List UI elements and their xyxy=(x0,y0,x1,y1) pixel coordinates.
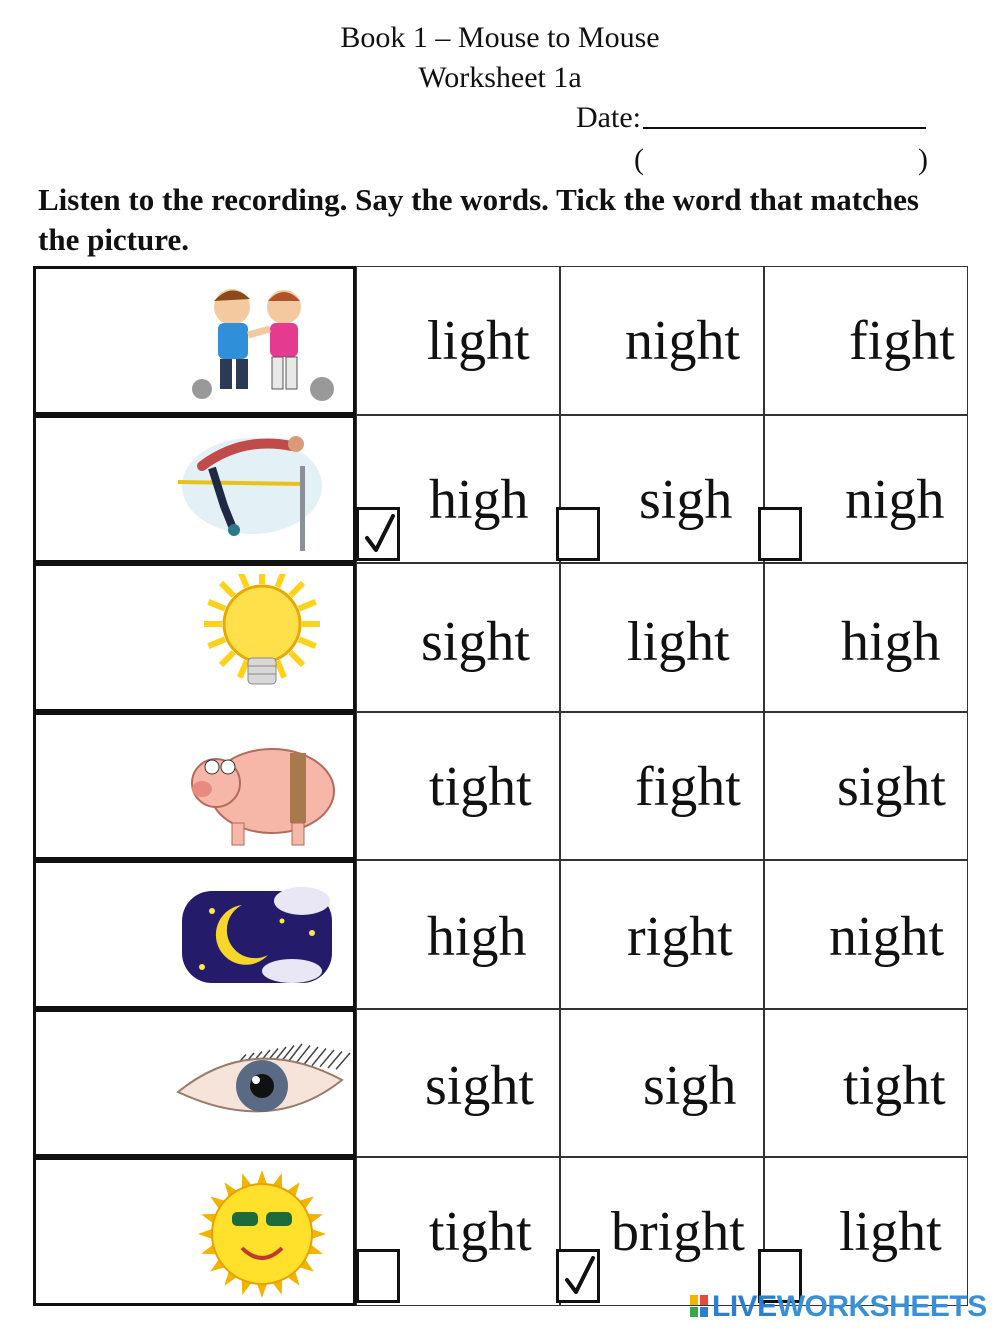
picture-cell xyxy=(33,712,356,861)
picture-cell xyxy=(33,266,356,415)
high-jump-icon xyxy=(172,426,352,556)
date-field[interactable] xyxy=(576,100,926,136)
answer-checkbox[interactable] xyxy=(356,507,400,561)
answer-checkbox[interactable] xyxy=(758,507,802,561)
bright-sun-picture xyxy=(172,1168,352,1303)
checkmark-icon xyxy=(565,1254,595,1298)
date-label: Date: xyxy=(576,101,641,134)
word-cell[interactable] xyxy=(560,712,764,861)
word-cell[interactable] xyxy=(764,860,968,1009)
boys-fighting-icon xyxy=(172,277,352,407)
word-cell[interactable] xyxy=(764,712,968,861)
word-cell[interactable] xyxy=(560,1009,764,1158)
liveworksheets-logo xyxy=(690,1290,987,1324)
logo-text-live: LIVE xyxy=(712,1290,777,1323)
eye-icon xyxy=(172,1020,352,1150)
answer-checkbox[interactable] xyxy=(556,507,600,561)
night-moon-icon xyxy=(172,871,352,1001)
worksheet-title: Book 1 – Mouse to Mouse xyxy=(340,21,660,54)
word-option[interactable]: tight xyxy=(429,755,532,818)
word-cell[interactable] xyxy=(356,712,560,861)
word-option[interactable]: bright xyxy=(611,1201,745,1263)
light-bulb-icon xyxy=(172,574,352,704)
word-cell[interactable] xyxy=(560,563,764,712)
word-option[interactable]: high xyxy=(427,906,527,968)
picture-cell xyxy=(33,415,356,564)
word-option[interactable]: high xyxy=(429,468,529,531)
light-bulb-picture xyxy=(172,574,352,709)
word-option[interactable]: right xyxy=(627,906,733,968)
word-cell[interactable] xyxy=(356,1009,560,1158)
tight-pig-icon xyxy=(172,723,352,853)
word-cell[interactable] xyxy=(764,266,968,415)
word-option[interactable]: fight xyxy=(849,310,955,372)
instructions: Listen to the recording. Say the words. Tick the word that matches the picture. xyxy=(38,182,919,257)
boys-fighting-picture xyxy=(172,277,352,412)
word-option[interactable]: light xyxy=(839,1201,942,1263)
word-option[interactable]: tight xyxy=(843,1054,946,1117)
picture-cell xyxy=(33,1157,356,1306)
word-cell[interactable] xyxy=(560,266,764,415)
paren-open: ( xyxy=(634,143,644,176)
word-option[interactable]: sight xyxy=(837,755,946,818)
paren-close: ) xyxy=(918,143,928,176)
high-jump-picture xyxy=(172,426,352,561)
word-option[interactable]: high xyxy=(841,611,941,673)
word-cell[interactable] xyxy=(560,860,764,1009)
word-option[interactable]: sigh xyxy=(639,468,733,531)
date-line[interactable] xyxy=(643,101,926,129)
word-option[interactable]: sight xyxy=(425,1054,534,1117)
word-option[interactable]: tight xyxy=(429,1201,532,1263)
word-option[interactable]: night xyxy=(625,310,741,372)
word-option[interactable]: sight xyxy=(421,611,530,673)
night-moon-picture xyxy=(172,871,352,1006)
word-cell[interactable] xyxy=(356,266,560,415)
word-cell[interactable] xyxy=(356,563,560,712)
picture-cell xyxy=(33,1009,356,1158)
answer-checkbox[interactable] xyxy=(556,1249,600,1303)
answer-checkbox[interactable] xyxy=(356,1249,400,1303)
word-option[interactable]: night xyxy=(829,906,945,968)
worksheet-subtitle: Worksheet 1a xyxy=(418,61,582,94)
picture-cell xyxy=(33,860,356,1009)
bright-sun-icon xyxy=(172,1168,352,1298)
word-cell[interactable] xyxy=(356,860,560,1009)
logo-icon xyxy=(690,1293,708,1319)
word-cell[interactable] xyxy=(764,563,968,712)
tight-pig-picture xyxy=(172,723,352,858)
word-option[interactable]: light xyxy=(427,310,530,372)
checkmark-icon xyxy=(365,512,395,556)
eye-picture xyxy=(172,1020,352,1155)
word-cell[interactable] xyxy=(764,1009,968,1158)
picture-cell xyxy=(33,563,356,712)
word-option[interactable]: fight xyxy=(635,755,741,818)
word-option[interactable]: light xyxy=(627,611,730,673)
logo-text-worksheets: WORKSHEETS xyxy=(776,1290,987,1323)
word-option[interactable]: sigh xyxy=(643,1054,737,1117)
word-option[interactable]: nigh xyxy=(845,468,945,531)
